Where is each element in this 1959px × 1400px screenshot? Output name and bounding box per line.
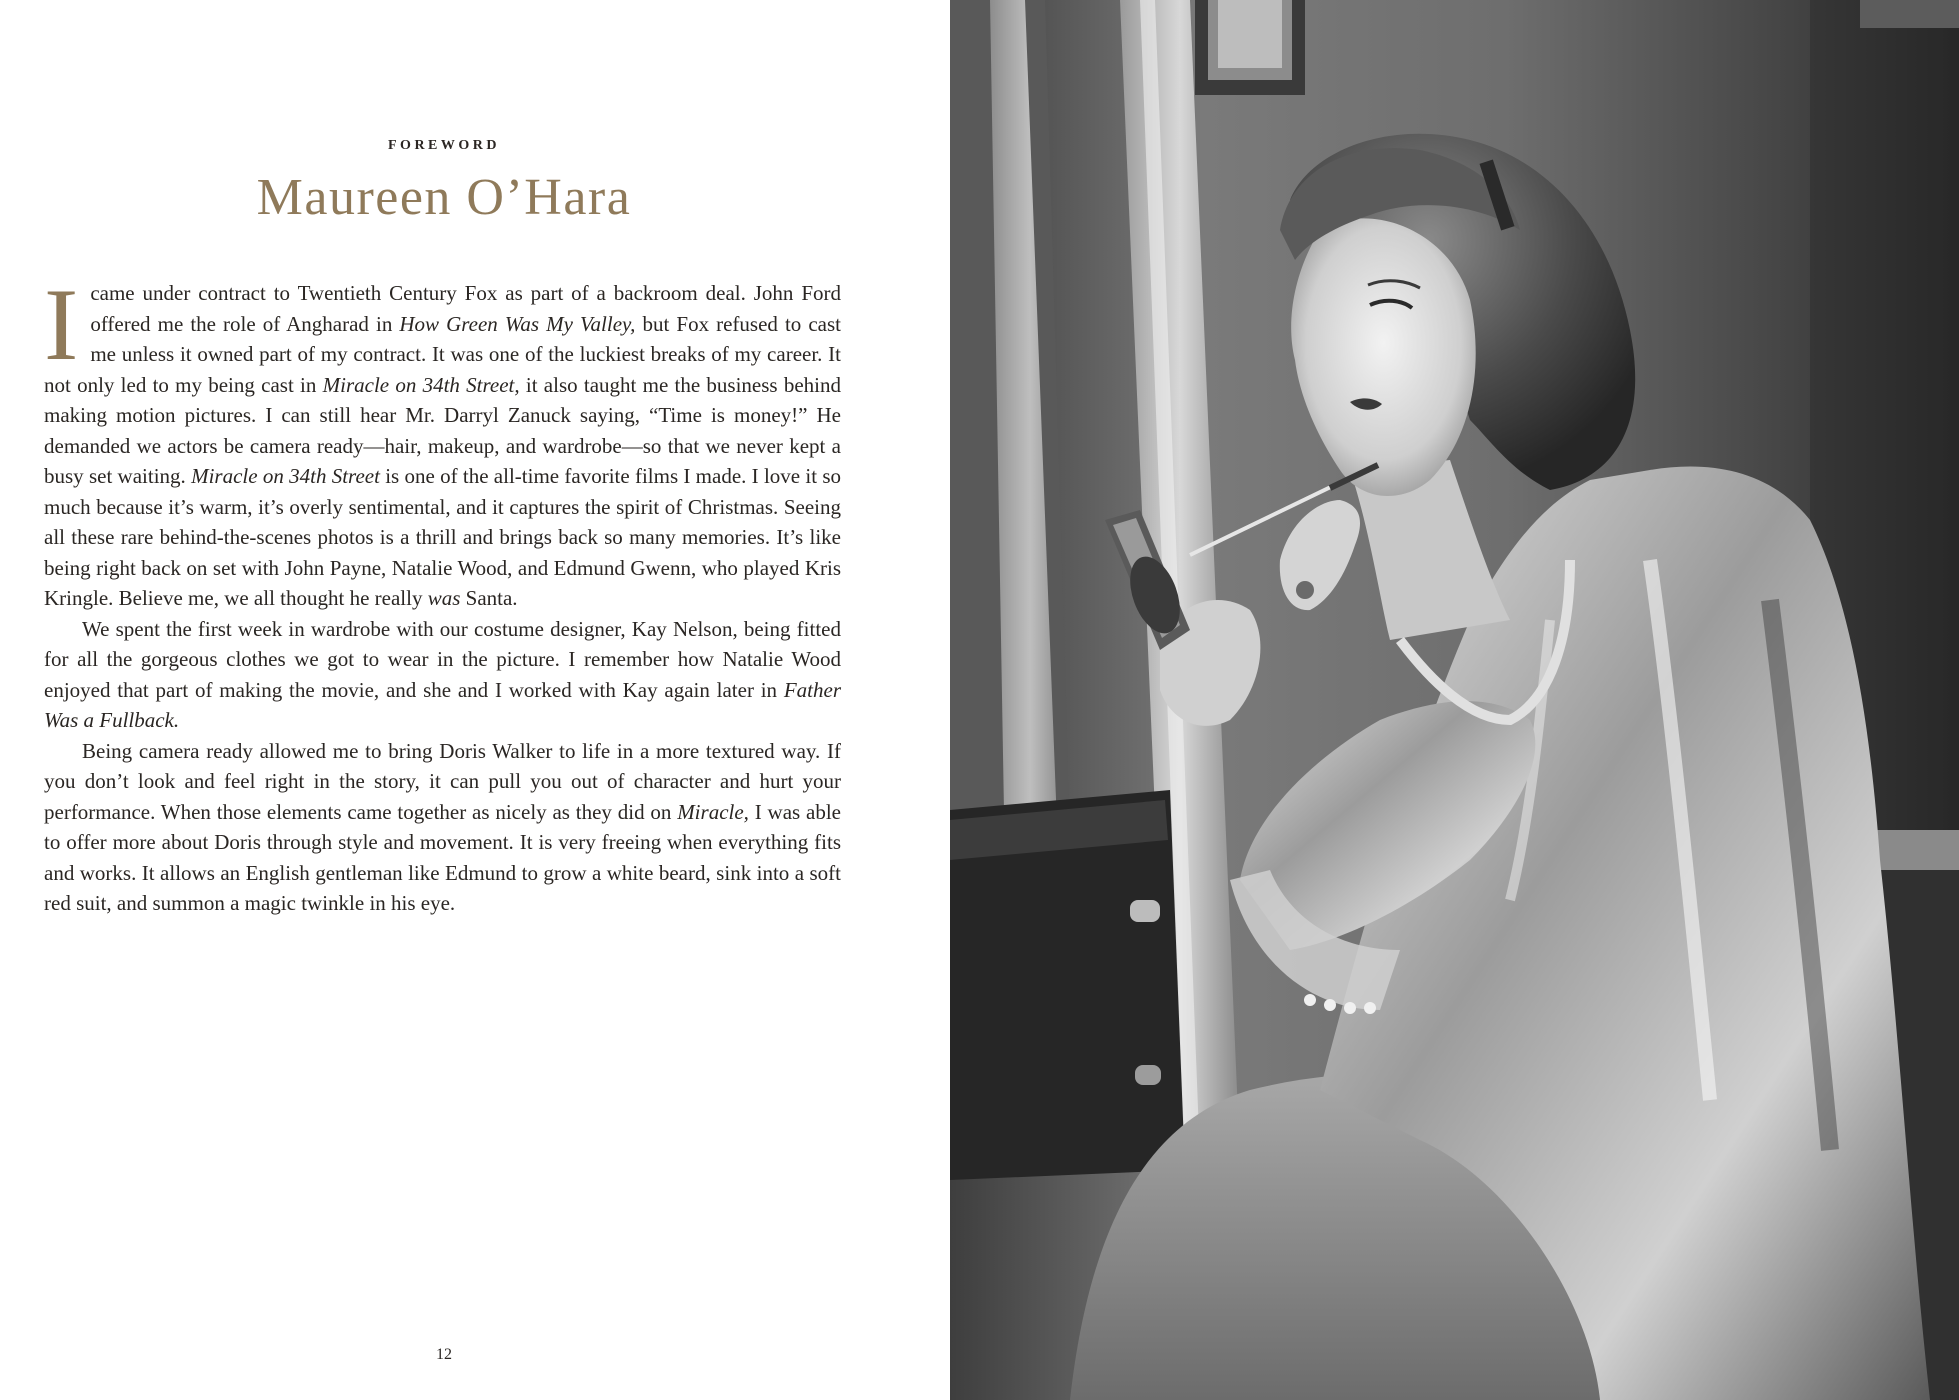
left-page [0,0,950,1400]
emphasis: was [427,586,461,610]
page-title: Maureen O’Hara [256,169,632,226]
film-title: Miracle, [677,799,749,824]
paragraph-2 [44,614,841,736]
text-run: Santa. [460,586,518,610]
drop-cap: I [44,268,79,382]
paragraph-3 [44,736,841,919]
text-run: is one of the all-time favorite films I made. I love it so much because it’s warm, it’s overly sentimental, and it captures the spirit of Christmas. Seeing all these rare behind-the-scenes photos is a thrill and brings back so many memories. It’s like being right back on set with John Payne, Natalie Wood, and Edmund Gwenn, who played Kris Kringle. Believe me, we all thought he really [44,464,841,610]
text-run: Being camera ready allowed me to bring Doris Walker to life in a more textured way. If you don’t look and feel right in the story, it can pull you out of character and hurt your performance. When those elements came together as nicely as they did on [44,738,841,824]
section-label: FOREWORD [388,138,500,153]
foreword-body [44,268,842,919]
page-number: 12 [436,1346,452,1363]
portrait-photograph-drawing [950,0,1959,1400]
text-run: I was able to offer more about Doris through style and movement. It is very freeing when everything fits and works. It allows an English gentleman like Edmund to grow a white beard, sink into a soft red suit, and summon a magic twinkle in his eye. [44,799,841,915]
text-run: but Fox refused to cast me unless it owned part of my contract. It was one of the luckiest breaks of my career. It not only led to my being cast in [44,311,842,397]
film-title: Father Was a Fullback. [44,677,841,732]
text-run: came under contract to Twentieth Century Fox as part of a backroom deal. John Ford offered me the role of Angharad in [90,281,841,336]
text-run: We spent the first week in wardrobe with our costume designer, Kay Nelson, being fitted for all the gorgeous clothes we got to wear in the picture. I remember how Natalie Wood enjoyed that part of making the movie, and she and I worked with Kay again later in [44,616,841,702]
paragraph-1 [44,268,842,614]
text-run: it also taught me the business behind making motion pictures. I can still hear Mr. Darryl Zanuck saying, “Time is money!” He demanded we actors be camera ready—hair, makeup, and wardrobe—so that we never kept a busy set waiting. [44,372,842,488]
film-title: How Green Was My Valley, [399,311,636,336]
film-title: Miracle on 34th Street [191,464,380,488]
film-title: Miracle on 34th Street, [322,372,520,397]
portrait-photograph [950,0,1959,1400]
